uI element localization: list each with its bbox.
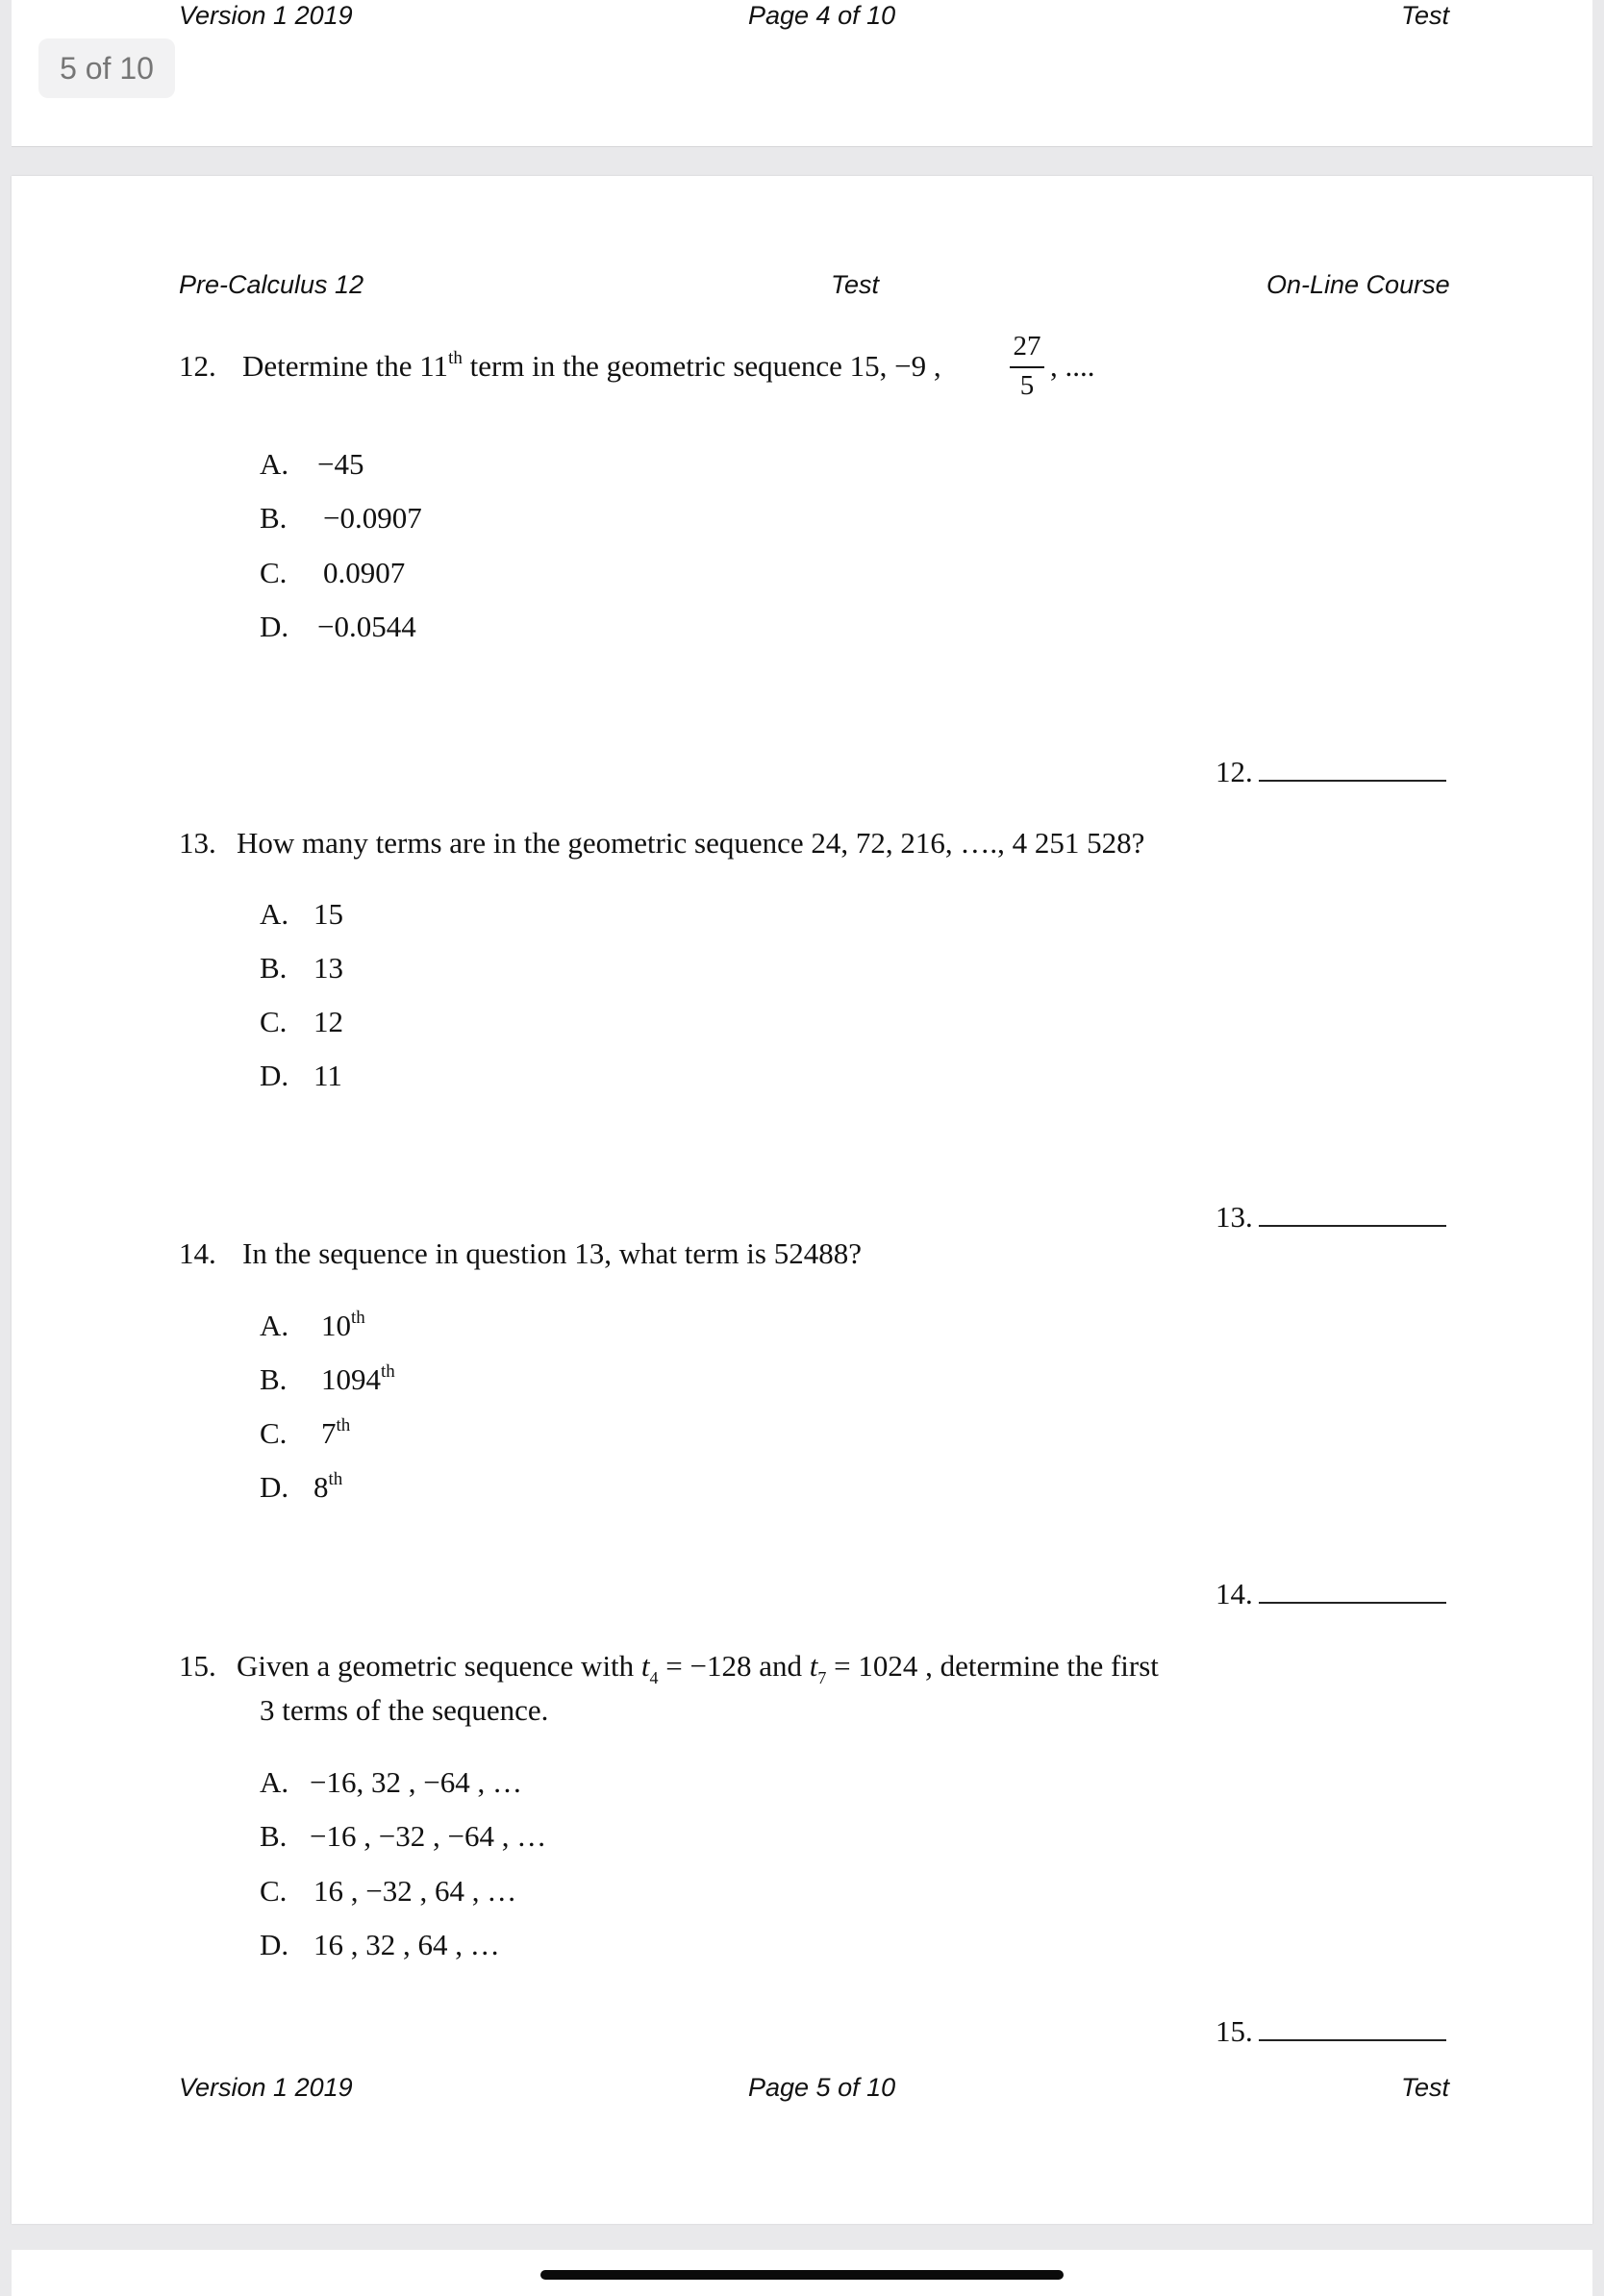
question-12-superscript: th — [448, 348, 463, 368]
q14-option-d: D. 8th — [260, 1469, 343, 1504]
q13-option-b: B. 13 — [260, 951, 343, 985]
q14-option-a: A. 10th — [260, 1308, 365, 1342]
q12-option-a: A. −45 — [260, 447, 364, 481]
question-13-text: How many terms are in the geometric sequence 24, 72, 216, …., 4 251 528? — [237, 826, 1145, 860]
prev-footer-test: Test — [1401, 1, 1450, 30]
question-13 — [179, 828, 1144, 858]
q13-option-d: D. 11 — [260, 1059, 342, 1092]
question-15-text: Given a geometric sequence with — [237, 1649, 641, 1683]
footer-test: Test — [1401, 2073, 1450, 2102]
question-15-line2: 3 terms of the sequence. — [260, 1693, 549, 1727]
answer-blank-15[interactable]: 15. — [1216, 2016, 1446, 2046]
prev-footer-version: Version 1 2019 — [179, 1, 353, 30]
answer-line — [1259, 2020, 1446, 2041]
answer-line — [1259, 761, 1446, 782]
question-12-tail: , .... — [1050, 349, 1095, 383]
q13-option-a: A. 15 — [260, 897, 343, 931]
question-12 — [179, 348, 941, 383]
fraction-numerator: 27 — [1013, 331, 1041, 362]
prev-footer-page: Page 4 of 10 — [748, 1, 896, 30]
fraction-bar — [1010, 366, 1044, 368]
q14-option-b: B. 1094th — [260, 1361, 395, 1396]
answer-line — [1259, 1583, 1446, 1604]
answer-line — [1259, 1206, 1446, 1227]
question-13-number: 13. — [179, 826, 216, 860]
document-page — [12, 176, 1592, 2224]
q12-option-d: D. −0.0544 — [260, 610, 416, 643]
q15-option-b: B. −16 , −32 , −64 , … — [260, 1819, 547, 1853]
q15-option-c: C. 16 , −32 , 64 , … — [260, 1874, 517, 1908]
answer-blank-13[interactable]: 13. — [1216, 1202, 1446, 1232]
question-14 — [179, 1238, 862, 1268]
footer-version: Version 1 2019 — [179, 2073, 353, 2102]
question-12-fraction — [1010, 333, 1044, 400]
question-15-number: 15. — [179, 1649, 216, 1683]
q12-option-c: C. 0.0907 — [260, 556, 406, 589]
header-test: Test — [831, 270, 880, 299]
answer-blank-12[interactable]: 12. — [1216, 757, 1446, 786]
question-12-number: 12. — [179, 349, 216, 383]
q13-option-c: C. 12 — [260, 1005, 343, 1038]
footer-page-number: Page 5 of 10 — [748, 2073, 896, 2102]
q15-option-d: D. 16 , 32 , 64 , … — [260, 1928, 500, 1961]
question-12-text: Determine the 11 — [242, 349, 449, 383]
question-14-number: 14. — [179, 1236, 216, 1270]
home-indicator[interactable] — [540, 2270, 1064, 2280]
previous-page-fragment — [12, 0, 1592, 147]
q12-option-b: B. −0.0907 — [260, 501, 422, 535]
question-15: 15. Given a geometric sequence with $t_4 = -128$ and $t_7 = 1024$ , determine the first — [179, 1649, 1159, 1687]
q14-option-c: C. 7th — [260, 1415, 351, 1450]
q15-option-a: A. −16, 32 , −64 , … — [260, 1765, 522, 1799]
question-14-text: In the sequence in question 13, what term is 52488? — [242, 1236, 862, 1270]
answer-blank-14[interactable]: 14. — [1216, 1579, 1446, 1609]
question-12-text-cont: term in the geometric sequence 15, −9 , — [462, 349, 941, 383]
fraction-denominator: 5 — [1019, 370, 1035, 401]
header-online-course: On-Line Course — [1266, 270, 1450, 299]
course-title: Pre-Calculus 12 — [179, 270, 364, 299]
page-indicator: 5 of 10 — [38, 38, 175, 98]
